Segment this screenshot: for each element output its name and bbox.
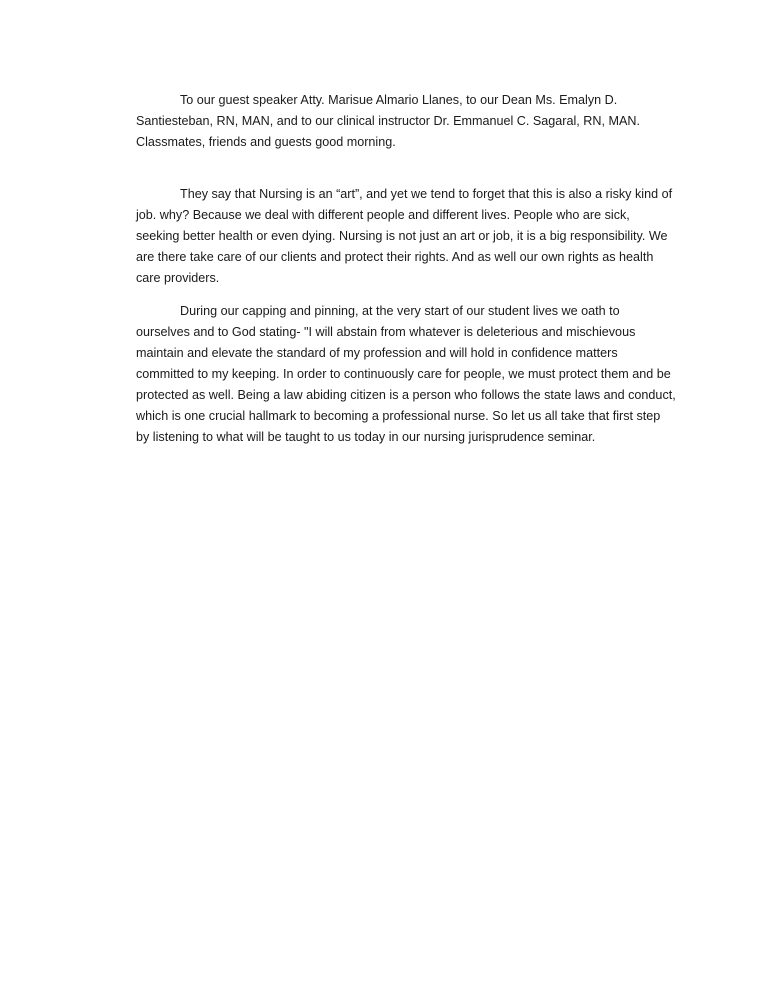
document-body	[136, 90, 676, 448]
greeting-paragraph: To our guest speaker Atty. Marisue Almario Llanes, to our Dean Ms. Emalyn D. Santiesteban, RN, MAN, and to our clinical instructor Dr. Emmanuel C. Sagaral, RN, MAN. Classmates, friends and guests good morning.	[136, 93, 640, 149]
nursing-risk-paragraph: They say that Nursing is an “art”, and yet we tend to forget that this is also a risky kind of job. why? Because we deal with different people and different lives. People who are sick, seeking better health or even dying. Nursing is not just an art or job, it is a big responsibility. We are there take care of our clients and protect their rights. And as well our own rights as health care providers.	[136, 187, 673, 285]
oath-paragraph: During our capping and pinning, at the very start of our student lives we oath to ourselves and to God stating- "I will abstain from whatever is deleterious and mischievous maintain and elevate the standard of my profession and will hold in confidence matters committed to my keeping. In order to continuously care for people, we must protect them and be protected as well. Being a law abiding citizen is a person who follows the state laws and conduct, which is one crucial hallmark to becoming a professional nurse. So let us all take that first step by listening to what will be taught to us today in our nursing jurisprudence seminar.	[136, 304, 676, 444]
